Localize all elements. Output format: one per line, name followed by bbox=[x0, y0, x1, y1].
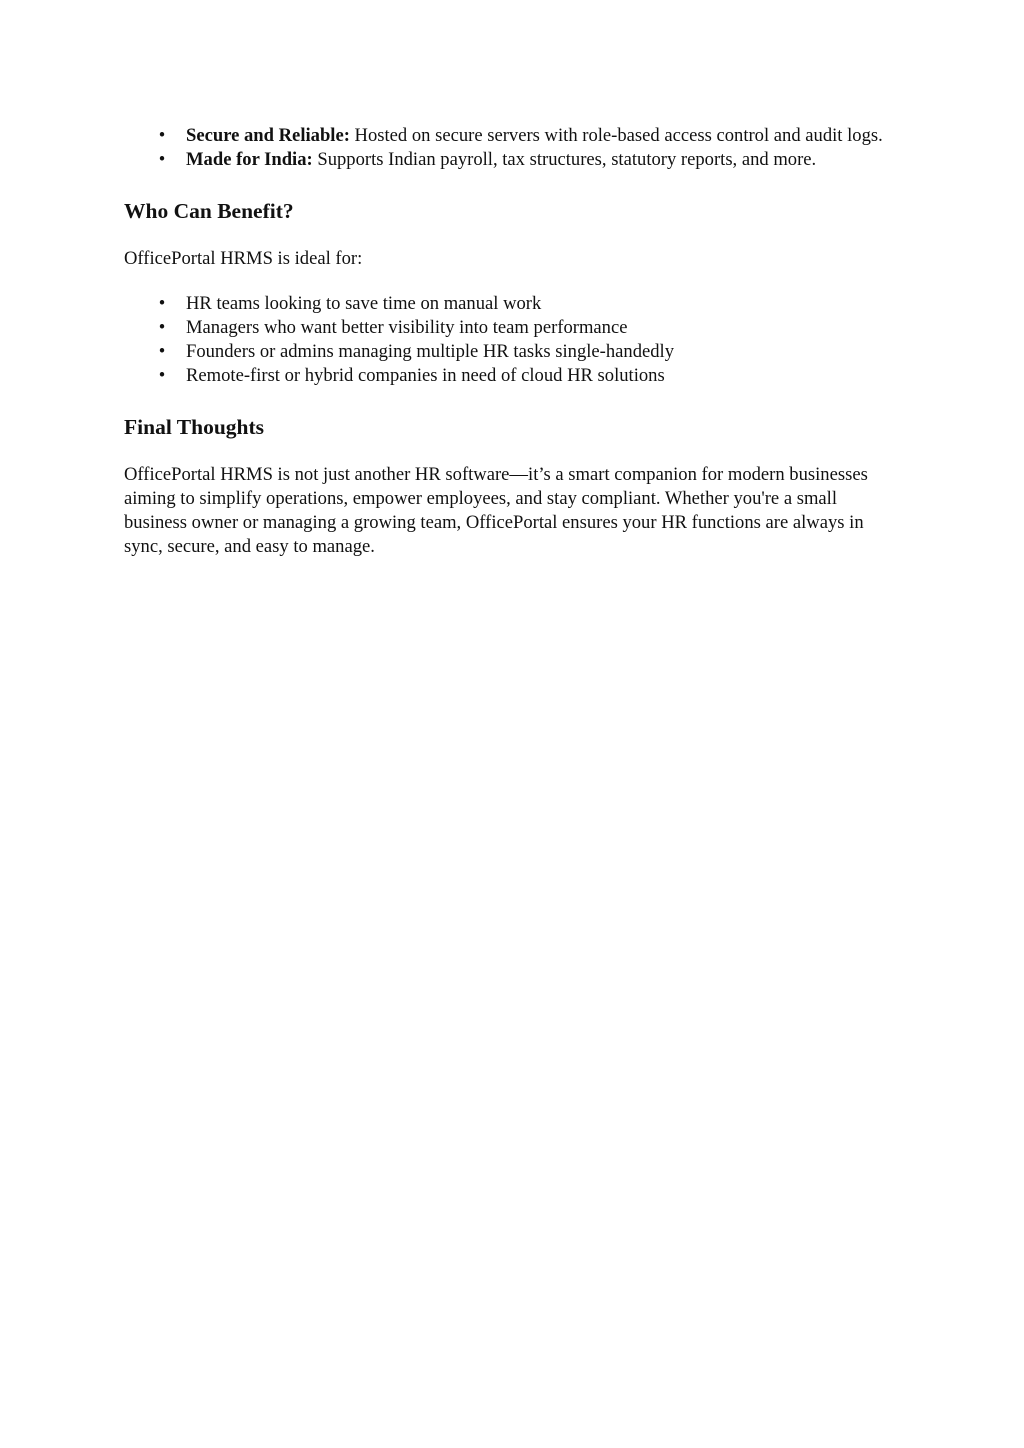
bullet-icon: • bbox=[158, 293, 166, 314]
intro-paragraph: OfficePortal HRMS is ideal for: bbox=[124, 248, 363, 269]
list-item bbox=[124, 364, 904, 388]
list-item bbox=[124, 340, 904, 364]
list-item bbox=[124, 148, 904, 172]
bullet-icon: • bbox=[158, 317, 166, 338]
list-item-text: HR teams looking to save time on manual work bbox=[186, 293, 542, 314]
list-item bbox=[124, 292, 904, 316]
benefit-list bbox=[124, 292, 904, 388]
features-list bbox=[124, 124, 904, 172]
section-heading-final-thoughts: Final Thoughts bbox=[124, 415, 265, 439]
bullet-icon: • bbox=[158, 149, 166, 170]
feature-title: Made for India: bbox=[186, 149, 313, 170]
feature-title: Secure and Reliable: bbox=[186, 125, 350, 146]
list-item bbox=[124, 316, 904, 340]
final-paragraph: OfficePortal HRMS is not just another HR software—it’s a smart companion for modern businesses aiming to simplify operations, empower employees, and stay compliant. Whether you're a small business owner or managing a growing team, OfficePortal ensures your HR functions are always in sync, secure, and easy to manage. bbox=[124, 464, 868, 557]
bullet-icon: • bbox=[158, 341, 166, 362]
bullet-icon: • bbox=[158, 365, 166, 386]
list-item-text: Managers who want better visibility into team performance bbox=[186, 317, 628, 338]
list-item-text: Remote-first or hybrid companies in need of cloud HR solutions bbox=[186, 365, 665, 386]
section-heading-who-can-benefit: Who Can Benefit? bbox=[124, 199, 294, 223]
document-content bbox=[124, 124, 904, 559]
feature-description: Hosted on secure servers with role-based access control and audit logs. bbox=[349, 125, 883, 146]
list-item bbox=[124, 124, 904, 148]
feature-description: Supports Indian payroll, tax structures, statutory reports, and more. bbox=[312, 149, 817, 170]
bullet-icon: • bbox=[158, 125, 166, 146]
list-item-text: Founders or admins managing multiple HR tasks single-handedly bbox=[186, 341, 675, 362]
